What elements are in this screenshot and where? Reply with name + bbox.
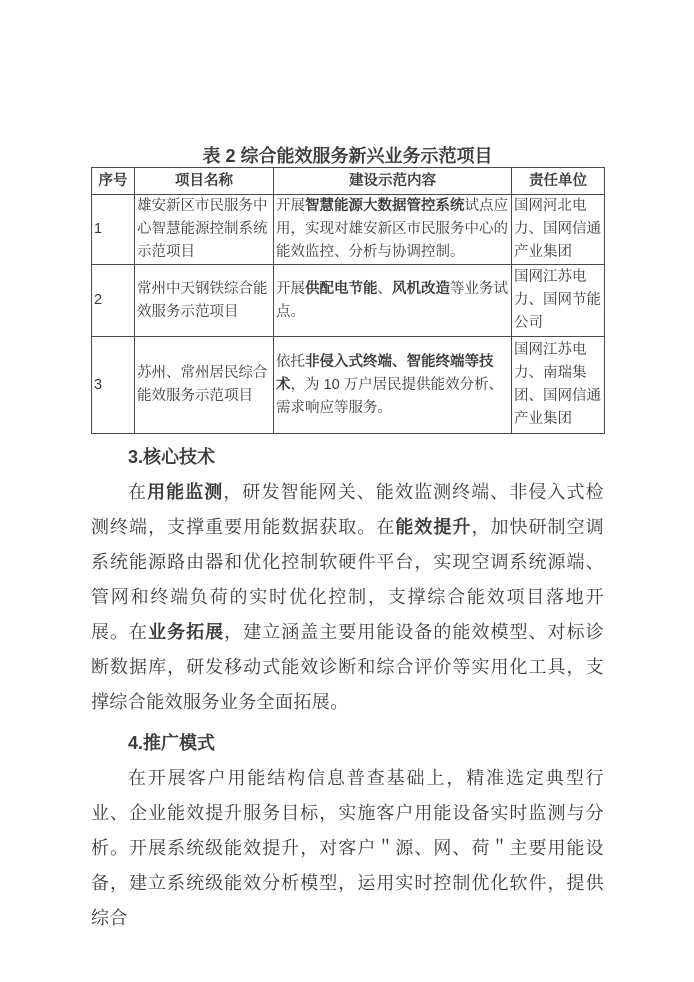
table-row — [92, 337, 605, 434]
table-row — [92, 265, 605, 337]
cell-project-name: 苏州、常州居民综合能效服务示范项目 — [135, 337, 274, 434]
section-paragraph: 在开展客户用能结构信息普查基础上，精准选定典型行业、企业能效提升服务目标，实施客户用能设备实时监测与分析。开展系统级能效提升，对客户＂源、网、荷＂主要用能设备，建立系统级能效分析模型，运用实时控制优化软件，提供综合 — [91, 768, 604, 928]
col-header-seq: 序号 — [92, 168, 135, 195]
cell-seq: 1 — [92, 195, 135, 265]
col-header-content: 建设示范内容 — [274, 168, 512, 195]
col-header-unit: 责任单位 — [512, 168, 605, 195]
cell-unit: 国网江苏电力、南瑞集团、国网信通产业集团 — [512, 337, 605, 434]
section-promotion-mode — [91, 726, 604, 936]
col-header-name: 项目名称 — [135, 168, 274, 195]
cell-seq: 3 — [92, 337, 135, 434]
cell-unit: 国网江苏电力、国网节能公司 — [512, 265, 605, 337]
section-core-tech — [91, 440, 604, 720]
cell-content: 开展智慧能源大数据管控系统试点应用，实现对雄安新区市民服务中心的能效监控、分析与协调控制。 — [274, 195, 512, 265]
section-heading: 4.推广模式 — [128, 733, 216, 753]
demo-projects-table — [91, 167, 605, 434]
cell-content: 依托非侵入式终端、智能终端等技术，为 10 万户居民提供能效分析、需求响应等服务。 — [274, 337, 512, 434]
table-row — [92, 195, 605, 265]
cell-project-name: 雄安新区市民服务中心智慧能源控制系统示范项目 — [135, 195, 274, 265]
section-heading: 3.核心技术 — [128, 447, 216, 467]
table-title: 表 2 综合能效服务新兴业务示范项目 — [202, 146, 493, 166]
cell-unit: 国网河北电力、国网信通产业集团 — [512, 195, 605, 265]
section-paragraph: 在用能监测，研发智能网关、能效监测终端、非侵入式检测终端，支撑重要用能数据获取。在能效提升，加快研制空调系统能源路由器和优化控制软硬件平台，实现空调系统源端、管网和终端负荷的实时优化控制，支撑综合能效项目落地开展。在业务拓展，建立涵盖主要用能设备的能效模型、对标诊断数据库，研发移动式能效诊断和综合评价等实用化工具，支撑综合能效服务业务全面拓展。 — [91, 482, 604, 712]
cell-content: 开展供配电节能、风机改造等业务试点。 — [274, 265, 512, 337]
document-content — [91, 146, 604, 936]
cell-seq: 2 — [92, 265, 135, 337]
cell-project-name: 常州中天钢铁综合能效服务示范项目 — [135, 265, 274, 337]
table-header-row — [92, 168, 605, 195]
